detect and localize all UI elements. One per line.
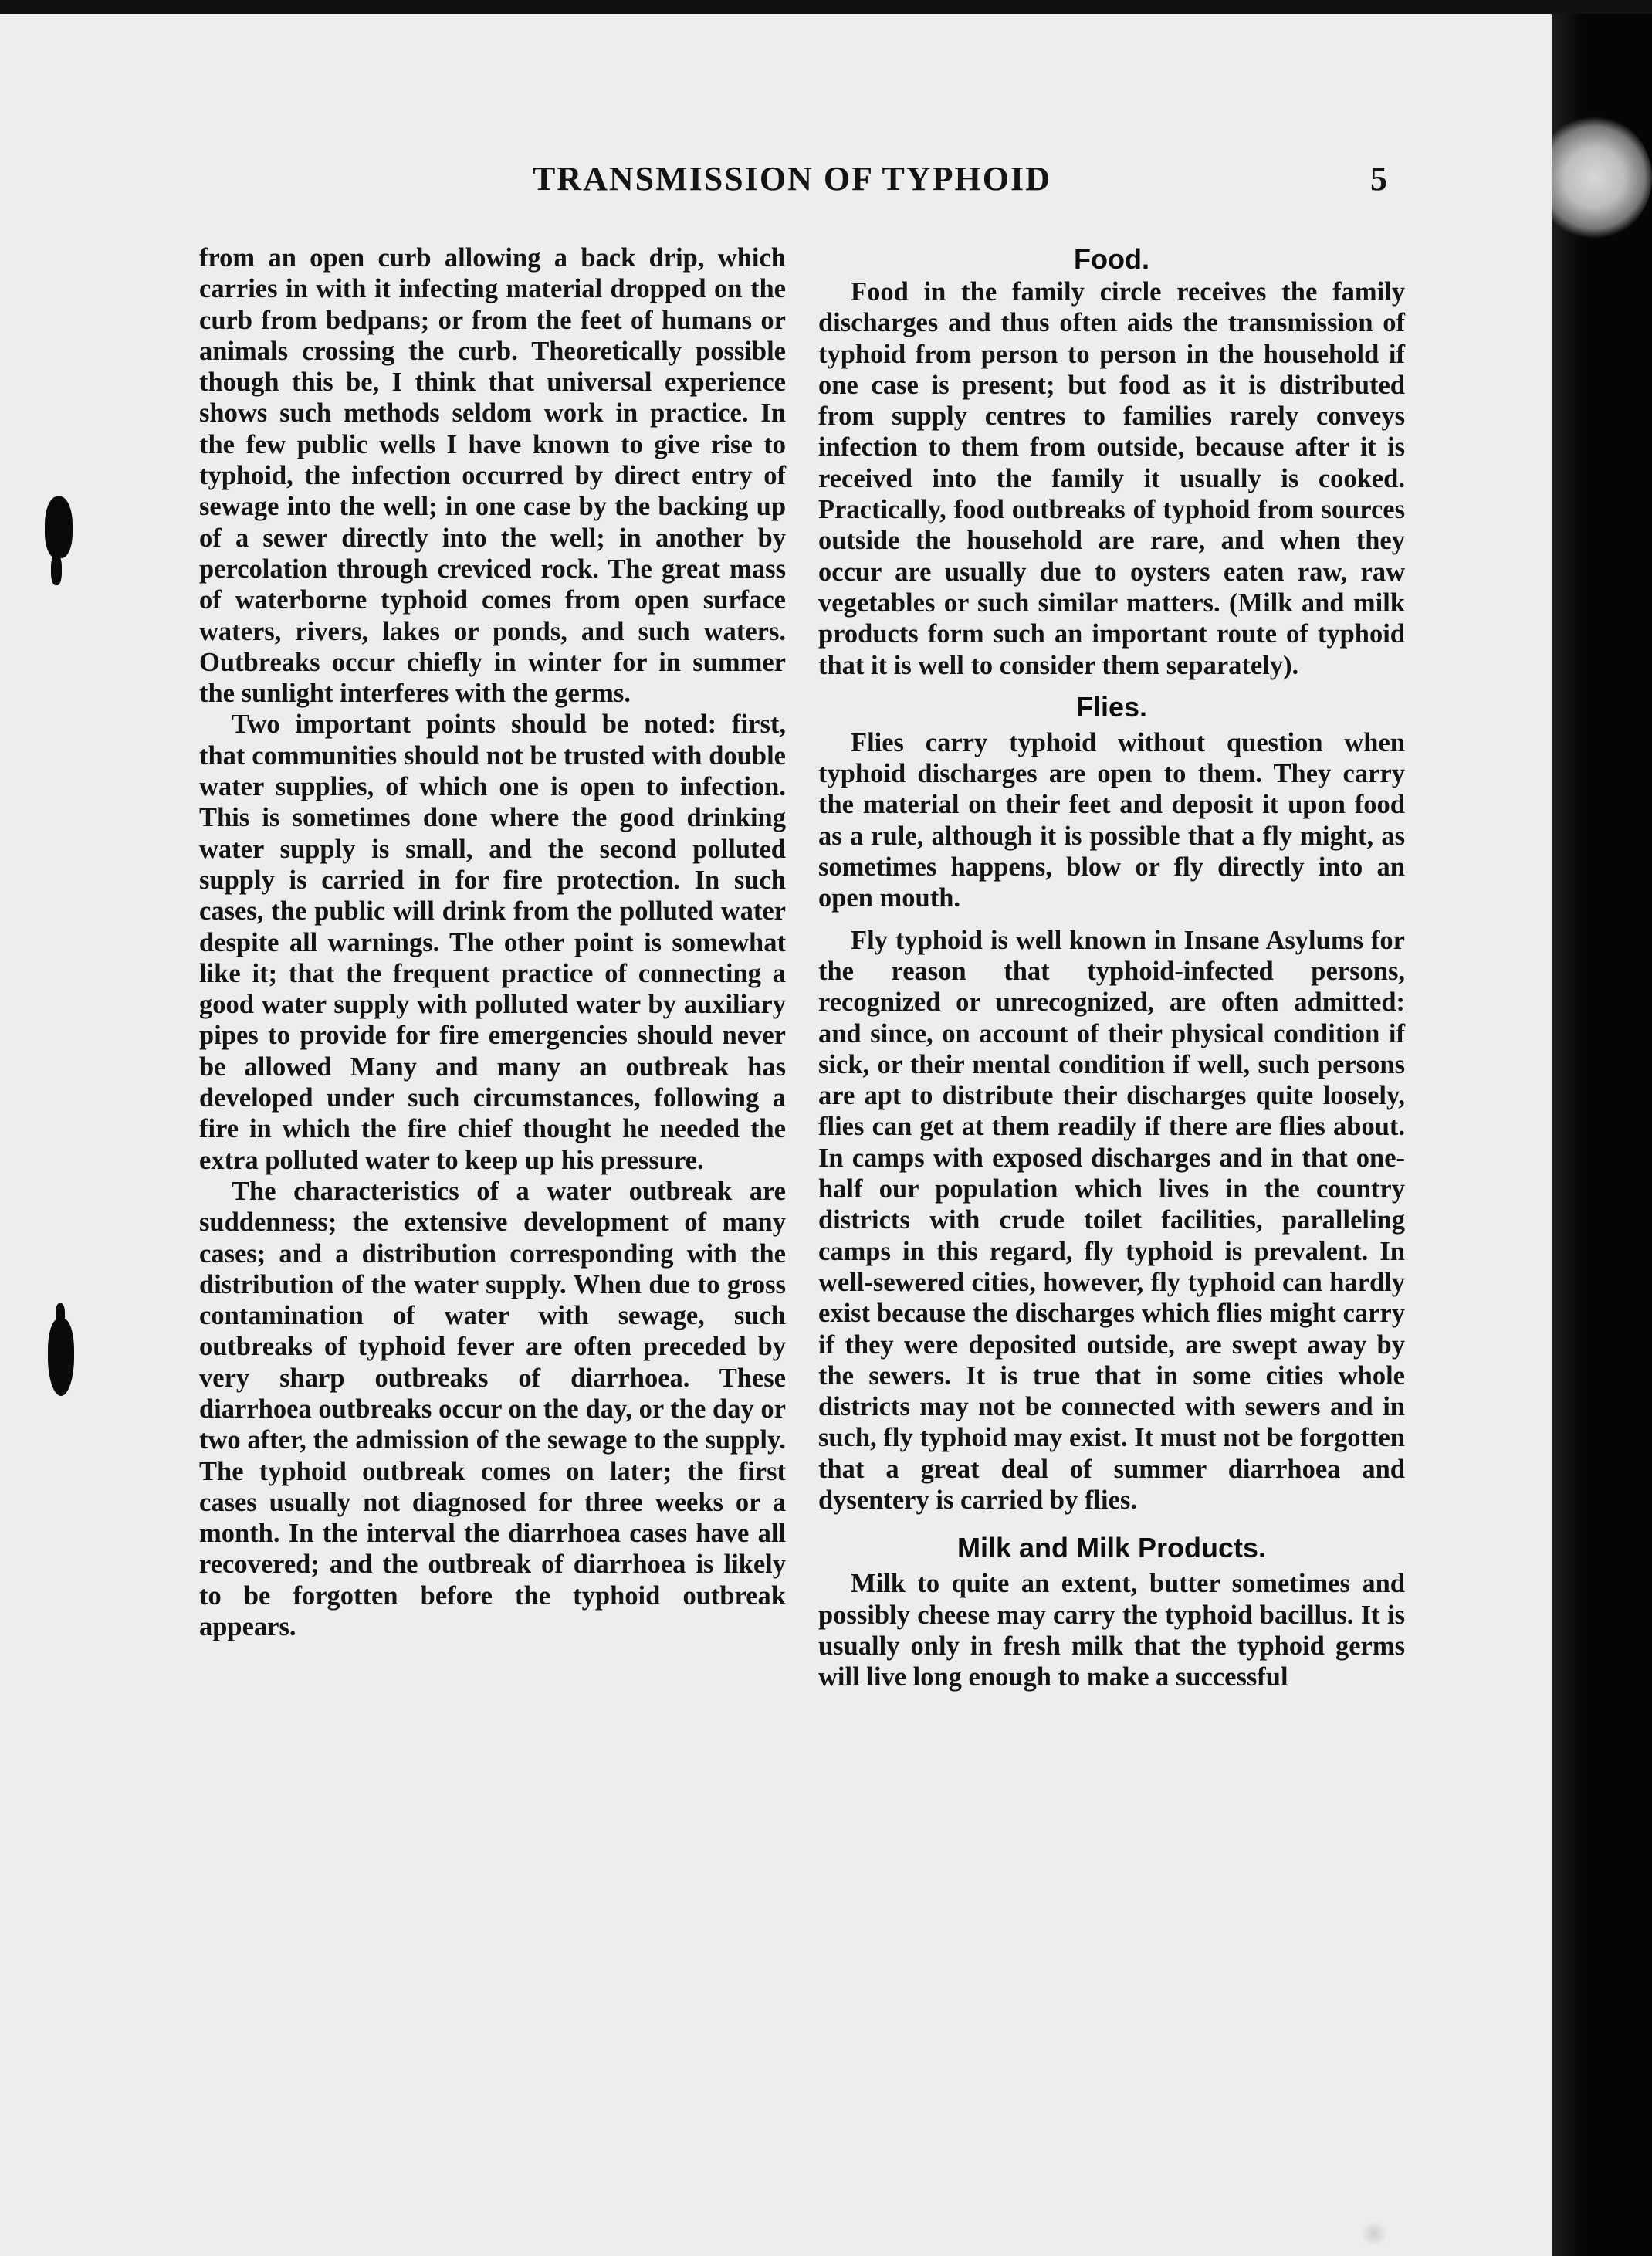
right-column bbox=[818, 242, 1405, 1692]
scan-right-shadow bbox=[1536, 14, 1652, 2256]
document-page bbox=[0, 14, 1552, 2256]
section-heading-flies: Flies. bbox=[1075, 690, 1148, 723]
page-header bbox=[0, 159, 1552, 205]
scan-smudge bbox=[1536, 116, 1652, 239]
ink-blot bbox=[48, 1319, 74, 1396]
body-paragraph: The characteristics of a water outbreak are suddenness; the extensive development of many cases; and a distribution corresponding with the distribution of the water supply. When due to gross contamination of water with sewage, such outbreaks of typhoid fever are often preceded by very sharp outbreaks of diarrhoea. These diarrhoea outbreaks occur on the day, or the day or two after, the admission of the sewage to the supply. The typhoid outbreak comes on later; the first cases usually not diagnosed for three weeks or a month. In the interval the diarrhoea cases have all recovered; and the outbreak of diarrhoea is likely to be forgotten before the typhoid outbreak appears. bbox=[199, 1176, 786, 1642]
section-heading-milk: Milk and Milk Products. bbox=[956, 1532, 1267, 1564]
body-paragraph: Flies carry typhoid without question when typhoid discharges are open to them. They carry the material on their feet and deposit it upon food as a rule, although it is possible that a fly might, as sometimes happens, blow or fly directly into an open mouth. bbox=[818, 727, 1405, 913]
body-paragraph: from an open curb allowing a back drip, which carries in with it infecting material dropped on the curb from bedpans; or from the feet of humans or animals crossing the curb. Theoretically possible though this be, I think that universal experience shows such methods seldom work in practice. In the few public wells I have known to give rise to typhoid, the infection occurred by direct entry of sewage into the well; in one case by the backing up of a sewer directly into the well; in another by percolation through creviced rock. The great mass of waterborne typhoid comes from open surface waters, rivers, lakes or ponds, and such waters. Outbreaks occur chiefly in winter for in summer the sunlight interferes with the germs. bbox=[199, 243, 786, 709]
scan-dust bbox=[1359, 2222, 1390, 2245]
running-title: TRANSMISSION OF TYPHOID bbox=[533, 160, 1051, 198]
body-paragraph: Two important points should be noted: first, that communities should not be trusted with double water supplies, of which one is open to infection. This is sometimes done where the good drinking water supply is small, and the second polluted supply is carried in for fire protection. In such cases, the public will drink from the polluted water despite all warnings. The other point is somewhat like it; that the frequent practice of connecting a good water supply with polluted water by auxiliary pipes to provide for fire emergencies should never be allowed Many and many an outbreak has developed under such circumstances, following a fire in which the fire chief thought he needed the extra polluted water to keep up his pressure. bbox=[199, 710, 786, 1175]
left-column bbox=[199, 242, 786, 1642]
ink-blot bbox=[51, 554, 62, 585]
body-paragraph: Milk to quite an extent, butter sometimes and possibly cheese may carry the typhoid bacillus. It is usually only in fresh milk that the typhoid germs will live long enough to make a successful bbox=[818, 1569, 1405, 1692]
body-paragraph: Food in the family circle receives the family discharges and thus often aids the transmission of typhoid from person to person in the household if one case is present; but food as it is distributed from supply centres to families rarely conveys infection to them from outside, because after it is received into the family it usually is cooked. Practically, food outbreaks of typhoid from sources outside the household are rare, and when they occur are usually due to oysters eaten raw, raw vegetables or such similar matters. (Milk and milk products form such an important route of typhoid that it is well to consider them separately). bbox=[818, 277, 1405, 680]
section-heading-food: Food. bbox=[1074, 243, 1149, 275]
page-number: 5 bbox=[1370, 160, 1387, 198]
ink-blot bbox=[56, 1303, 65, 1326]
ink-blot bbox=[45, 496, 73, 558]
body-paragraph: Fly typhoid is well known in Insane Asylums for the reason that typhoid-infected persons, recognized or unrecognized, are often admitted: and since, on account of their physical condition if sick, or their mental condition if well, such persons are apt to distribute their discharges quite loosely, flies can get at them readily if there are flies about. In camps with exposed discharges and in that one-half our population which lives in the country districts with crude toilet facilities, paralleling camps in this regard, fly typhoid is prevalent. In well-sewered cities, however, fly typhoid can hardly exist because the discharges which flies might carry if they were deposited outside, are swept away by the sewers. It is true that in some cities whole districts may not be connected with sewers and in such, fly typhoid may exist. It must not be forgotten that a great deal of summer diarrhoea and dysentery is carried by flies. bbox=[818, 925, 1405, 1515]
scan-top-edge bbox=[0, 0, 1652, 14]
